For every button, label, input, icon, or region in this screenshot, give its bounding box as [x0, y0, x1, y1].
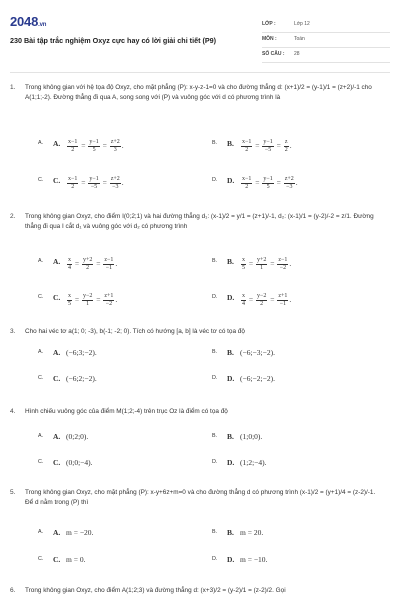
- meta-value: Toán: [294, 36, 305, 42]
- question-number: 6.: [10, 587, 16, 594]
- meta-key: SỐ CÂU :: [262, 51, 285, 57]
- meta-key: LỚP :: [262, 21, 276, 27]
- meta-row-class: [262, 18, 390, 33]
- question-number: 5.: [10, 489, 16, 496]
- fraction: $\frac{x-1}{2}$: [68, 139, 78, 153]
- fraction: $\frac{z+2}{-3}$: [284, 176, 294, 190]
- document-page: 2048.vn 230 Bài tập trắc nghiệm Oxyz cực hay có lời giải chi tiết (P9) LỚP : Lớp 12 MÔN : Toán SỐ CÂU : 28 1. Trong không gian với hệ tọa độ Oxyz, cho mặt phẳng (P): x-y-z-1=0 và cho đường thẳng d: (x+1)/2 = (y-1)/1 = (z+2)/-1 cho A(1;1;-2). Đường thẳng đi qua A, song song với (P) và vuông góc với d có phương trình là A. A. $\frac{x-1}{2}$ = $\frac{y-1}{5}$ = $\frac{z+2}{3}$ . B. B. $\frac{x-1}{2}$ = $\frac{y-1}{-5}$ = $\frac{z}{2}$ . C. C. $\frac{x-1}{2}$ = $\frac{y-1}{-5}$ = $\frac{z+2}{-3}$ . D. D. $\frac{x-1}{2}$ = $\frac{y-1}{5}$ = $\frac{z+2}{-3}$ . 2. Trong không gian Oxyz, cho điểm I(0;2;1) và hai đường thẳng d₁: (x-1)/2 = y/1 = (z+1)/-1, d₂: (x-1)/1 = (y-2)/-2 = z/1. Đường thẳng đi qua I cắt d₁ và vuông góc với d₂ có phương trình A. A. $\frac{x}{4}$ = $\frac{y+2}{2}$ = $\frac{z-1}{-1}$ . B. B. $\frac{x}{5}$ = $\frac{y+2}{1}$ = $\frac{z-1}{-2}$ . C. C. $\frac{x}{5}$ = $\frac{y-2}{1}$ = $\frac{z+1}{-2}$ . D. D. $\frac{x}{4}$ = $\frac{y-2}{2}$ = $\frac{z+1}{-1}$ . 3. Cho hai véc tơ a(1; 0; -3), b(-1; -2; 0). Tích có hướng [a, b] là véc tơ có tọa độ A. A. (−6;3;−2). B. B. (−6;−3;−2). C. C. (−6;2;−2). D. D. (−6;−2;−2). 4. Hình chiếu vuông góc của điểm M(1;2;-4) trên trục Oz là điểm có tọa độ A. A. (0;2;0). B. B. (1;0;0). C. C. (0;0;−4). D. D. (1;2;−4). 5. Trong không gian Oxyz, cho mặt phẳng (P): x-y+6z+m=0 và cho đường thẳng d có phương trình (x-1)/2 = (y+1)/4 = (z-2)/-1. Để d nằm trong (P) thì A. A. m = −20. B. B. m = 20. C. C. m = 0. D. D. m = −10. 6. Trong không gian Oxyz, cho điểm A(1;2;3) và đường thẳng d: (x+3)/2 = (y-2)/1 = (z-2)/2. Gọi: [0, 0, 400, 600]
- fraction: $\frac{z+2}{-3}$: [110, 176, 120, 190]
- fraction: $\frac{z+1}{-1}$: [278, 293, 288, 307]
- fraction: $\frac{x}{4}$: [68, 257, 71, 271]
- fraction: $\frac{x-1}{2}$: [242, 139, 252, 153]
- meta-row-subject: [262, 33, 390, 48]
- fraction: $\frac{y-2}{1}$: [82, 293, 93, 307]
- meta-value: Lớp 12: [294, 21, 310, 27]
- equation: $\frac{x-1}{2}$ = $\frac{y-1}{-5}$ = $\frac{z+2}{-3}$ .: [68, 176, 124, 190]
- question-text: Trong không gian với hệ tọa độ Oxyz, cho mặt phẳng (P): x-y-z-1=0 và cho đường thẳng d: (x+1)/2 = (y-1)/1 = (z+2)/-1 cho A(1;1;-2). Đường thẳng đi qua A, song song với (P) và vuông góc với d có phương trình là: [25, 84, 372, 101]
- question-text: Trong không gian Oxyz, cho điểm A(1;2;3) và đường thẳng d: (x+3)/2 = (y-2)/1 = (z-2)/2. Gọi: [25, 587, 286, 594]
- question-text: Cho hai véc tơ a(1; 0; -3), b(-1; -2; 0). Tích có hướng [a, b] là véc tơ có tọa độ: [25, 328, 245, 335]
- fraction: $\frac{y-1}{-5}$: [89, 176, 99, 190]
- fraction: $\frac{z}{2}$: [284, 139, 288, 153]
- fraction: $\frac{z+1}{-2}$: [104, 293, 114, 307]
- question-text: Trong không gian Oxyz, cho điểm I(0;2;1) và hai đường thẳng d₁: (x-1)/2 = y/1 = (z+1)/-1, d₂: (x-1)/1 = (y-2)/-2 = z/1. Đường thẳng đi qua I cắt d₁ và vuông góc với d₂ có phương trình: [25, 213, 374, 230]
- equation: $\frac{x}{4}$ = $\frac{y+2}{2}$ = $\frac{z-1}{-1}$ .: [68, 257, 118, 271]
- equation: $\frac{x-1}{2}$ = $\frac{y-1}{5}$ = $\frac{z+2}{3}$ .: [68, 139, 124, 153]
- fraction: $\frac{y-2}{2}$: [256, 293, 267, 307]
- question-text: Trong không gian Oxyz, cho mặt phẳng (P): x-y+6z+m=0 và cho đường thẳng d có phương trình (x-1)/2 = (y+1)/4 = (z-2)/-1. Để d nằm trong (P) thì: [25, 489, 376, 506]
- fraction: $\frac{y+2}{1}$: [256, 257, 267, 271]
- fraction: $\frac{x}{5}$: [68, 293, 71, 307]
- question-number: 1.: [10, 84, 16, 91]
- question-text: Hình chiếu vuông góc của điểm M(1;2;-4) trên trục Oz là điểm có tọa độ: [25, 408, 228, 415]
- document-title: 230 Bài tập trắc nghiệm Oxyz cực hay có lời giải chi tiết (P9): [10, 36, 217, 45]
- fraction: $\frac{x}{4}$: [242, 293, 245, 307]
- question-number: 4.: [10, 408, 16, 415]
- divider: [10, 72, 390, 73]
- fraction: $\frac{x}{5}$: [242, 257, 245, 271]
- fraction: $\frac{z+2}{3}$: [110, 139, 120, 153]
- equation: $\frac{x}{5}$ = $\frac{y+2}{1}$ = $\frac{z-1}{-2}$ .: [242, 257, 292, 271]
- meta-key: MÔN :: [262, 36, 277, 42]
- meta-value: 28: [294, 51, 300, 57]
- fraction: $\frac{y-1}{-5}$: [263, 139, 273, 153]
- site-logo[interactable]: 2048.vn: [10, 14, 47, 29]
- meta-table: [262, 18, 390, 63]
- question-number: 2.: [10, 213, 16, 220]
- fraction: $\frac{y-1}{5}$: [89, 139, 99, 153]
- question-number: 3.: [10, 328, 16, 335]
- equation: $\frac{x}{5}$ = $\frac{y-2}{1}$ = $\frac{z+1}{-2}$ .: [68, 293, 118, 307]
- fraction: $\frac{x-1}{2}$: [68, 176, 78, 190]
- fraction: $\frac{z-1}{-2}$: [278, 257, 288, 271]
- equation: $\frac{x}{4}$ = $\frac{y-2}{2}$ = $\frac{z+1}{-1}$ .: [242, 293, 292, 307]
- meta-row-count: [262, 48, 390, 63]
- fraction: $\frac{x-1}{2}$: [242, 176, 252, 190]
- fraction: $\frac{y-1}{5}$: [263, 176, 273, 190]
- fraction: $\frac{y+2}{2}$: [82, 257, 93, 271]
- document-header: [10, 14, 390, 64]
- equation: $\frac{x-1}{2}$ = $\frac{y-1}{5}$ = $\frac{z+2}{-3}$ .: [242, 176, 298, 190]
- equation: $\frac{x-1}{2}$ = $\frac{y-1}{-5}$ = $\frac{z}{2}$ .: [242, 139, 292, 153]
- fraction: $\frac{z-1}{-1}$: [104, 257, 114, 271]
